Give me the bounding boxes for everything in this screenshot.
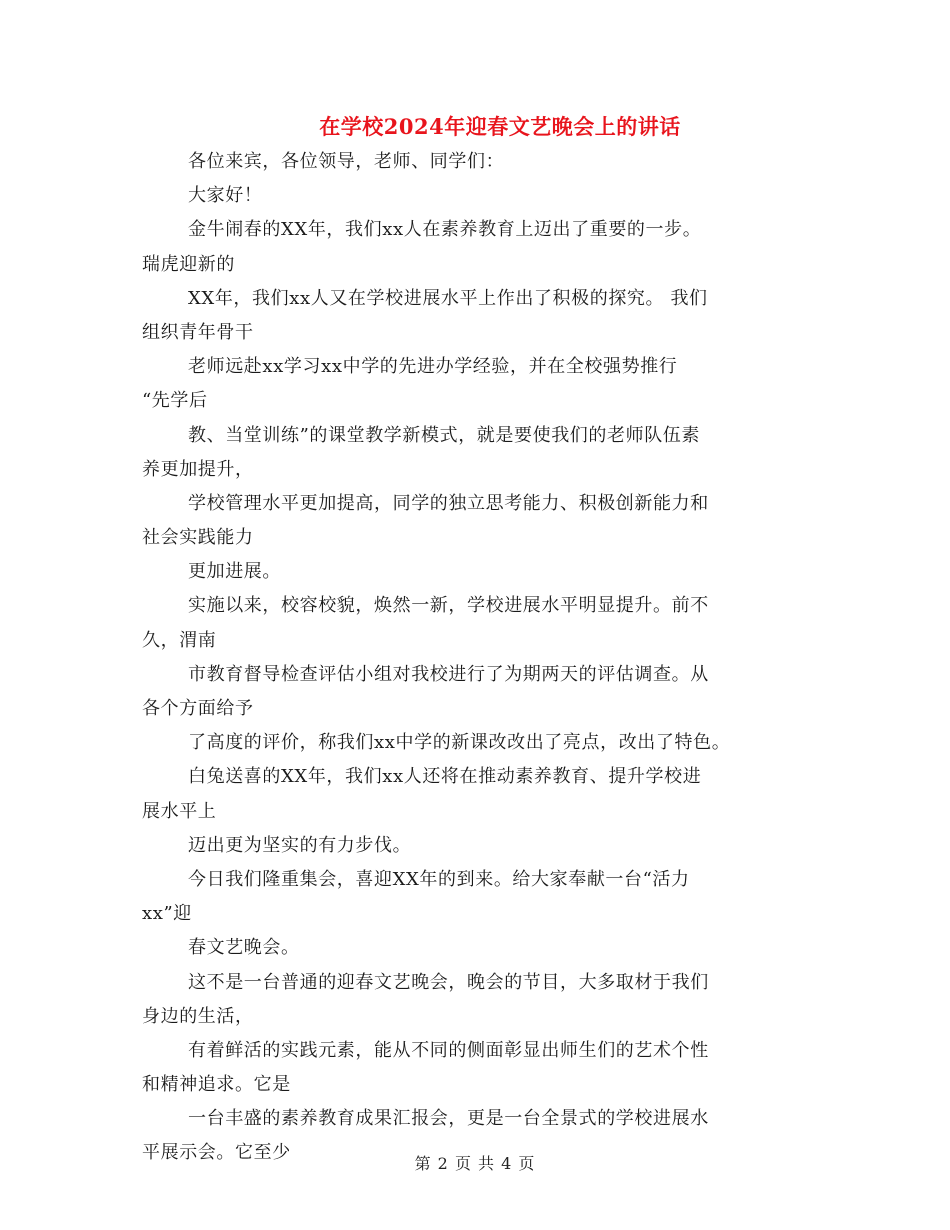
text-line: 大家好！ xyxy=(188,185,263,207)
text-line: 久，渭南 xyxy=(142,629,217,651)
document-title: 在学校2024年迎春文艺晚会上的讲话 xyxy=(319,114,681,139)
text-line: “先学后 xyxy=(142,390,208,412)
text-line: 金牛闹春的XX年，我们xx人在素养教育上迈出了重要的一步。 xyxy=(188,219,702,241)
text-line: 和精神追求。它是 xyxy=(142,1074,291,1096)
text-line: 这不是一台普通的迎春文艺晚会，晚会的节目，大多取材于我们 xyxy=(188,971,709,993)
text-line: 学校管理水平更加提高，同学的独立思考能力、积极创新能力和 xyxy=(188,492,709,514)
text-line: 有着鲜活的实践元素，能从不同的侧面彰显出师生们的艺术个性 xyxy=(188,1039,709,1061)
text-line: 实施以来，校容校貌，焕然一新，学校进展水平明显提升。前不 xyxy=(188,595,709,617)
text-line: XX年，我们xx人又在学校进展水平上作出了积极的探究。 我们 xyxy=(188,287,708,309)
text-line: 展水平上 xyxy=(142,800,217,822)
text-line: 社会实践能力 xyxy=(142,527,254,549)
text-line: 市教育督导检查评估小组对我校进行了为期两天的评估调查。从 xyxy=(188,663,709,685)
text-line: 一台丰盛的素养教育成果汇报会，更是一台全景式的学校进展水 xyxy=(188,1108,709,1130)
text-line: 组织青年骨干 xyxy=(142,321,254,343)
text-line: 各位来宾，各位领导，老师、同学们： xyxy=(188,151,505,172)
text-line: 瑞虎迎新的 xyxy=(142,253,235,275)
text-line: 养更加提升， xyxy=(142,458,254,480)
text-line: 平展示会。它至少 xyxy=(142,1142,291,1164)
text-line: xx”迎 xyxy=(142,903,192,925)
text-line: 白兔送喜的XX年，我们xx人还将在推动素养教育、提升学校进 xyxy=(188,766,702,788)
text-line: 了高度的评价，称我们xx中学的新课改改出了亮点，改出了特色。 xyxy=(188,732,731,754)
text-line: 今日我们隆重集会，喜迎XX年的到来。给大家奉献一台“活力 xyxy=(188,868,690,890)
document-body xyxy=(142,145,807,1171)
text-line: 春文艺晚会。 xyxy=(188,937,300,959)
text-line: 身边的生活， xyxy=(142,1005,254,1027)
text-line: 迈出更为坚实的有力步伐。 xyxy=(188,834,412,856)
text-line: 教、当堂训练”的课堂教学新模式，就是要使我们的老师队伍素 xyxy=(188,424,700,446)
text-line: 老师远赴xx学习xx中学的先进办学经验，并在全校强势推行 xyxy=(188,356,678,378)
text-line: 各个方面给予 xyxy=(142,698,254,719)
page-footer: 第 2 页 共 4 页 xyxy=(414,1154,536,1173)
text-line: 更加进展。 xyxy=(188,561,281,583)
